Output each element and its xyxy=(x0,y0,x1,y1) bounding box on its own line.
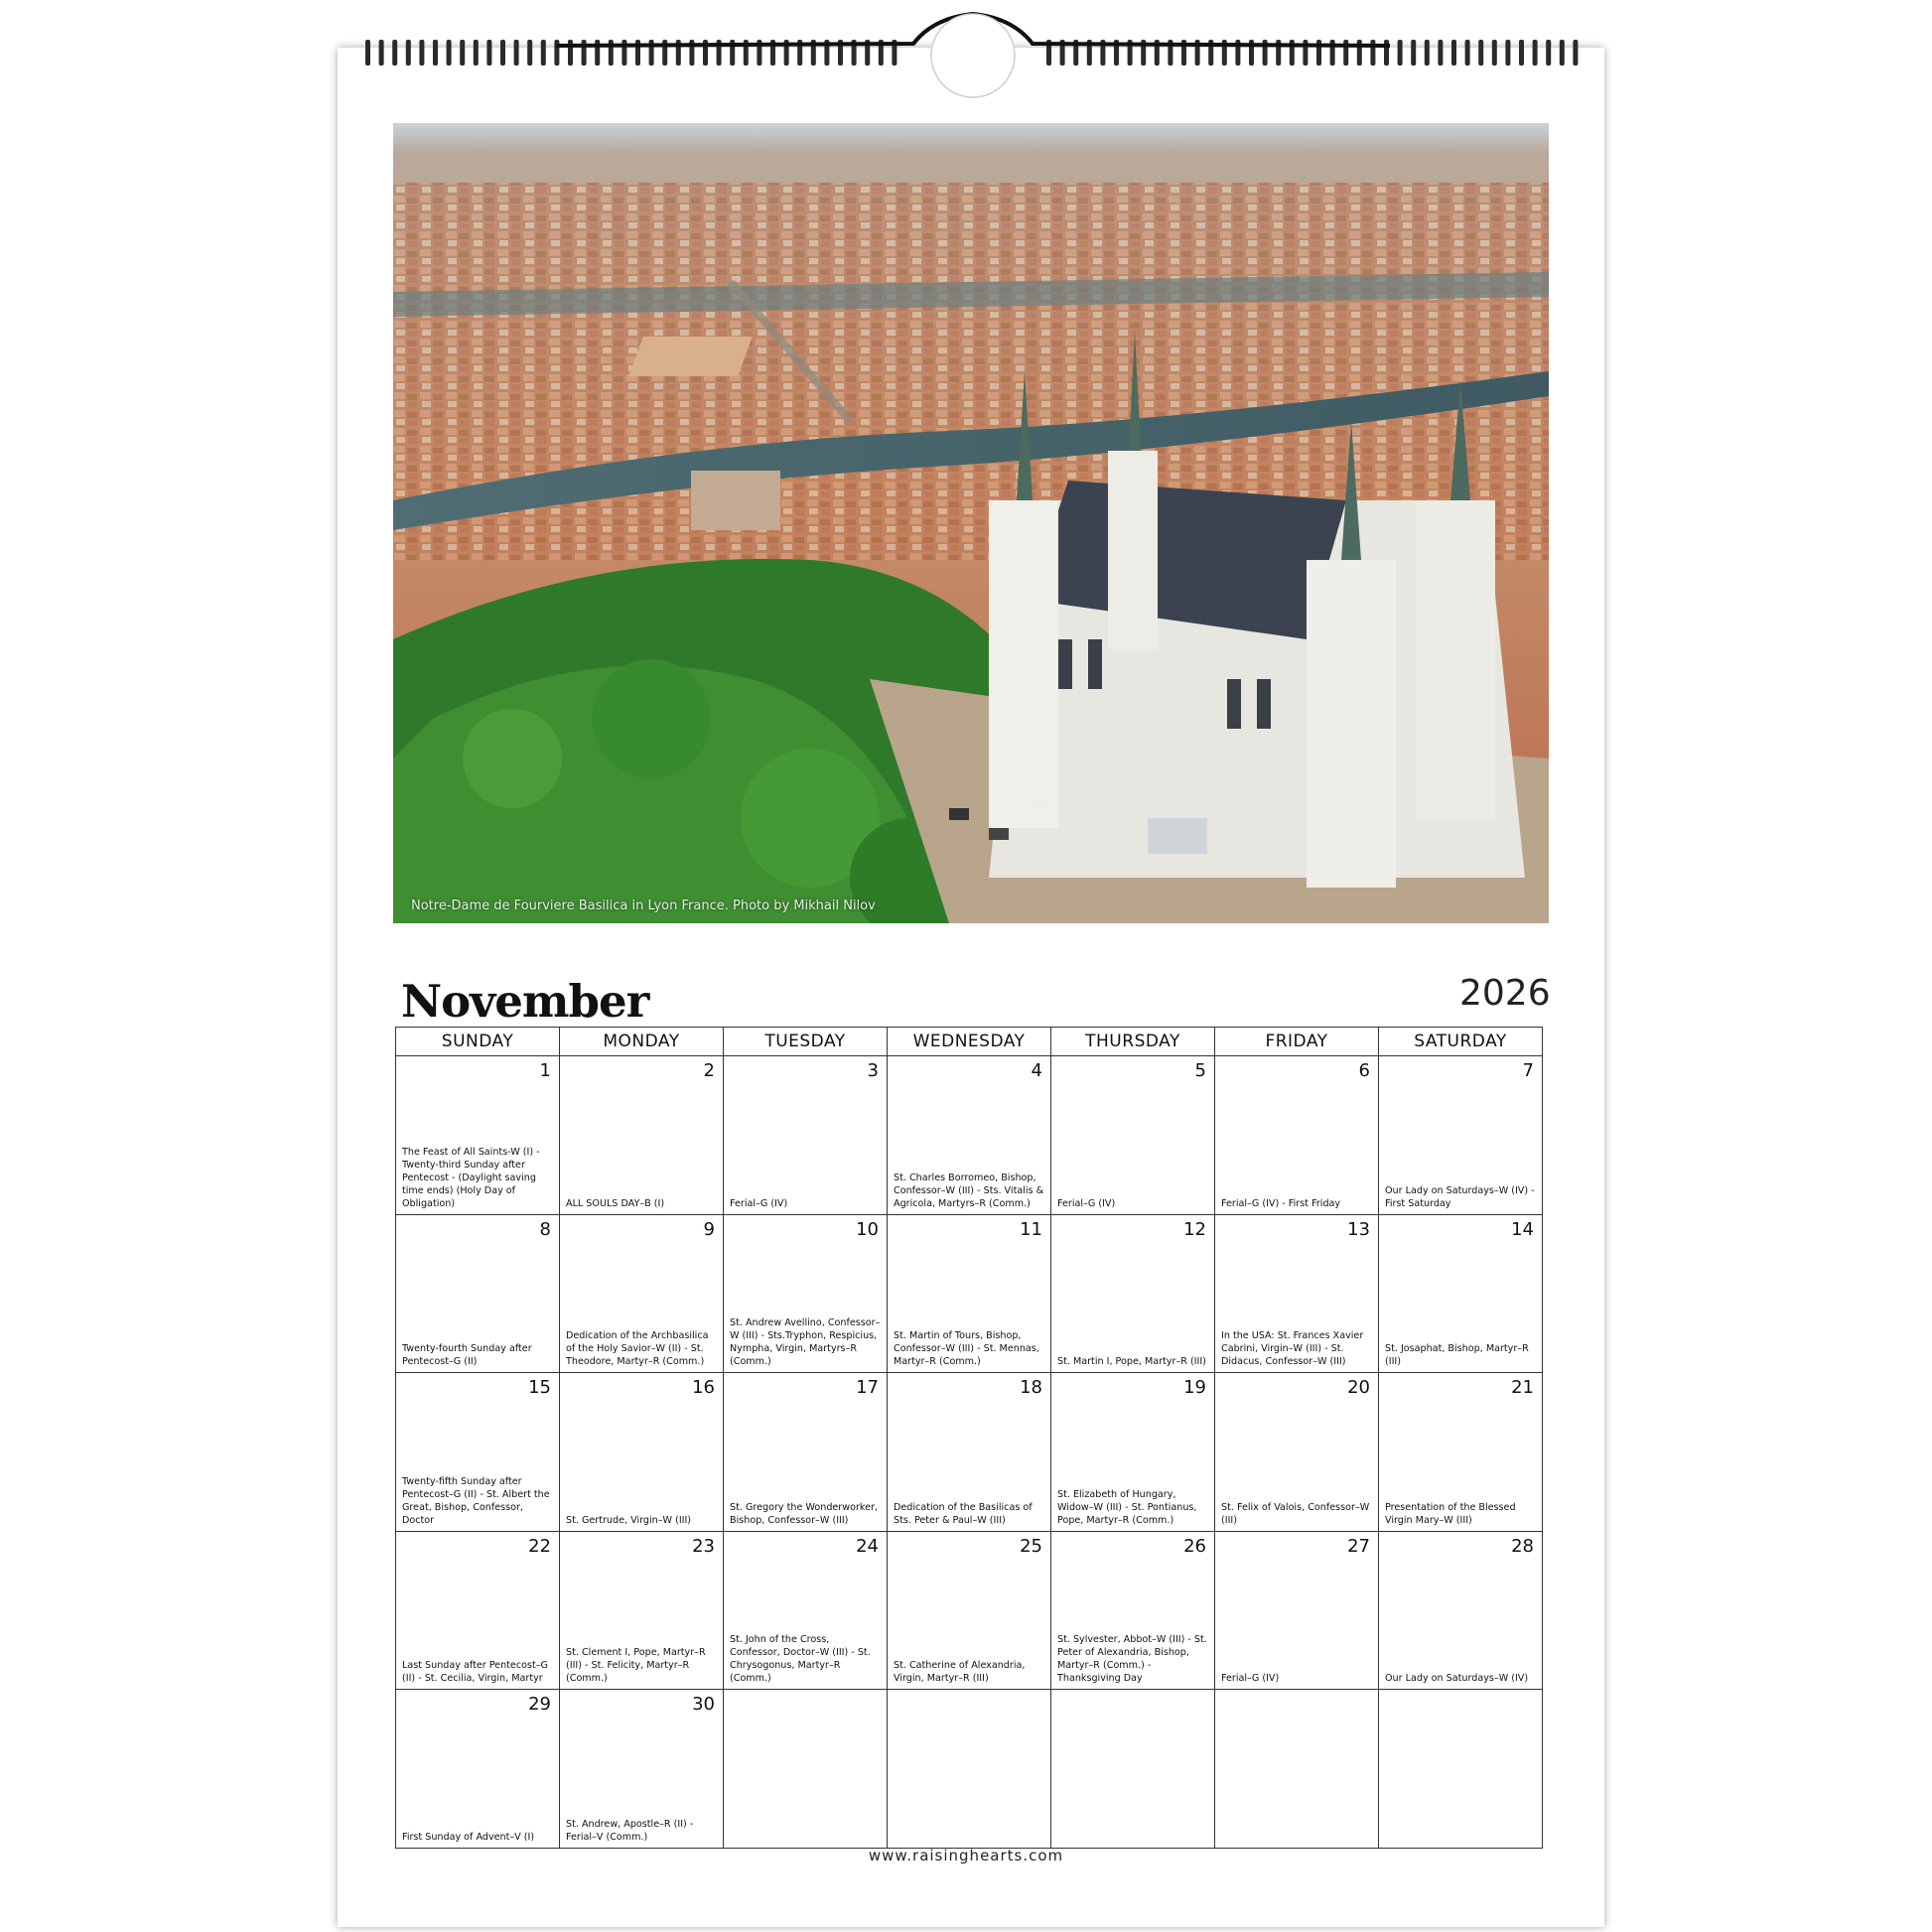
binding-coil xyxy=(568,40,573,66)
week-row xyxy=(396,1689,1542,1848)
weeks-container xyxy=(396,1056,1542,1848)
binding-coil xyxy=(365,40,370,66)
day-number: 16 xyxy=(692,1377,715,1398)
liturgical-note: Ferial–G (IV) xyxy=(1221,1673,1280,1684)
day-number: 21 xyxy=(1511,1377,1534,1398)
year-label: 2026 xyxy=(1459,973,1551,1014)
binding-coil xyxy=(392,40,397,66)
week-row xyxy=(396,1372,1542,1531)
empty-day-cell xyxy=(887,1690,1050,1848)
wire-binding xyxy=(0,0,1932,109)
day-number: 10 xyxy=(856,1218,879,1240)
day-cell xyxy=(887,1215,1050,1373)
liturgical-note: The Feast of All Saints-W (I) - Twenty-third Sunday after Pentecost - (Daylight saving time ends) (Holy Day of Obligation) xyxy=(402,1146,540,1209)
weekday-wednesday: WEDNESDAY xyxy=(887,1028,1050,1055)
liturgical-note: St. Andrew, Apostle–R (II) - Ferial–V (Comm.) xyxy=(566,1818,694,1843)
day-number: 30 xyxy=(692,1694,715,1715)
liturgical-note: St. Sylvester, Abbot–W (III) - St. Peter of Alexandria, Bishop, Martyr–R (Comm.) - Thanksgiving Day xyxy=(1057,1634,1207,1684)
day-cell xyxy=(1214,1532,1378,1690)
liturgical-note: St. John of the Cross, Confessor, Doctor–W (III) - St. Chrysogonus, Martyr–R (Comm.) xyxy=(730,1634,871,1684)
day-number: 5 xyxy=(1194,1060,1206,1081)
binding-coil xyxy=(447,40,452,66)
calendar-grid xyxy=(395,1027,1543,1849)
day-cell xyxy=(1050,1532,1214,1690)
binding-coil xyxy=(1438,40,1443,66)
day-cell xyxy=(559,1532,723,1690)
binding-coil xyxy=(474,40,479,66)
liturgical-note: St. Gregory the Wonderworker, Bishop, Confessor–W (III) xyxy=(730,1501,879,1526)
day-number: 7 xyxy=(1522,1060,1534,1081)
liturgical-note: Ferial–G (IV) xyxy=(1057,1197,1116,1209)
day-cell xyxy=(723,1056,887,1214)
basilica-aerial-photo xyxy=(393,123,1549,923)
weekday-sunday: SUNDAY xyxy=(441,1032,514,1051)
liturgical-note: Presentation of the Blessed Virgin Mary–W (III) xyxy=(1385,1501,1516,1526)
liturgical-note: St. Martin of Tours, Bishop, Confessor–W (III) - St. Mennas, Martyr–R (Comm.) xyxy=(894,1330,1039,1367)
day-number: 24 xyxy=(856,1535,879,1557)
day-cell xyxy=(559,1690,723,1848)
empty-day-cell xyxy=(723,1690,887,1848)
weekday-tuesday: TUESDAY xyxy=(723,1028,887,1055)
weekday-monday: MONDAY xyxy=(559,1028,723,1055)
footer-url: www.raisinghearts.com xyxy=(868,1847,1064,1864)
day-number: 17 xyxy=(856,1377,879,1398)
empty-day-cell xyxy=(1378,1690,1542,1848)
day-number: 11 xyxy=(1020,1218,1042,1240)
day-number: 18 xyxy=(1020,1377,1042,1398)
week-row xyxy=(396,1531,1542,1690)
weekday-friday: FRIDAY xyxy=(1214,1028,1378,1055)
day-cell xyxy=(559,1056,723,1214)
weekday-saturday: SATURDAY xyxy=(1378,1028,1542,1055)
day-cell xyxy=(1378,1056,1542,1214)
day-number: 2 xyxy=(703,1060,715,1081)
week-row xyxy=(396,1214,1542,1373)
day-number: 1 xyxy=(539,1060,551,1081)
hanger-hole xyxy=(931,14,1015,97)
month-title: November xyxy=(401,975,649,1028)
binding-coil xyxy=(1492,40,1497,66)
day-cell xyxy=(396,1690,559,1848)
day-cell xyxy=(1378,1373,1542,1531)
liturgical-note: Dedication of the Archbasilica of the Holy Savior–W (II) - St. Theodore, Martyr–R (Comm.) xyxy=(566,1330,709,1367)
liturgical-note: St. Catherine of Alexandria, Virgin, Martyr–R (III) xyxy=(894,1660,1026,1684)
liturgical-note: Dedication of the Basilicas of Sts. Peter & Paul–W (III) xyxy=(894,1501,1033,1526)
day-cell xyxy=(723,1373,887,1531)
binding-coil xyxy=(1478,40,1483,66)
day-number: 9 xyxy=(703,1218,715,1240)
binding-coil xyxy=(406,40,411,66)
day-cell xyxy=(1050,1373,1214,1531)
binding-coil xyxy=(1505,40,1510,66)
liturgical-note: St. Andrew Avellino, Confessor–W (III) - Sts.Tryphon, Respicius, Nympha, Virgin, Martyrs–R (Comm.) xyxy=(730,1317,881,1367)
liturgical-note: Last Sunday after Pentecost–G (II) - St. Cecilia, Virgin, Martyr xyxy=(402,1660,548,1684)
day-number: 20 xyxy=(1347,1377,1370,1398)
day-number: 19 xyxy=(1183,1377,1206,1398)
day-cell xyxy=(1214,1215,1378,1373)
day-cell xyxy=(723,1532,887,1690)
binding-coil xyxy=(527,40,532,66)
binding-coil xyxy=(419,40,424,66)
binding-coil xyxy=(1398,40,1403,66)
cover-photo xyxy=(393,123,1549,923)
liturgical-note: St. Charles Borromeo, Bishop, Confessor–W (III) - Sts. Vitalis & Agricola, Martyrs–R (Comm.) xyxy=(894,1172,1044,1209)
day-cell xyxy=(1214,1373,1378,1531)
day-number: 25 xyxy=(1020,1535,1042,1557)
binding-coil xyxy=(1573,40,1578,66)
liturgical-note: Our Lady on Saturdays–W (IV) xyxy=(1385,1673,1529,1684)
day-number: 23 xyxy=(692,1535,715,1557)
day-cell xyxy=(723,1215,887,1373)
day-cell xyxy=(887,1373,1050,1531)
binding-coil xyxy=(514,40,519,66)
empty-day-cell xyxy=(1214,1690,1378,1848)
binding-coil xyxy=(1384,40,1389,66)
day-cell xyxy=(396,1056,559,1214)
day-number: 29 xyxy=(528,1694,551,1715)
liturgical-note: St. Clement I, Pope, Martyr–R (III) - St. Felicity, Martyr–R (Comm.) xyxy=(566,1647,706,1684)
binding-coil xyxy=(1519,40,1524,66)
day-number: 22 xyxy=(528,1535,551,1557)
day-cell xyxy=(1214,1056,1378,1214)
day-number: 14 xyxy=(1511,1218,1534,1240)
liturgical-note: Our Lady on Saturdays–W (IV) - First Saturday xyxy=(1385,1184,1535,1209)
liturgical-note: Twenty-fifth Sunday after Pentecost–G (II) - St. Albert the Great, Bishop, Confessor, Doctor xyxy=(402,1475,550,1526)
liturgical-note: First Sunday of Advent–V (I) xyxy=(402,1831,535,1843)
day-number: 6 xyxy=(1358,1060,1370,1081)
liturgical-note: St. Martin I, Pope, Martyr–R (III) xyxy=(1057,1356,1206,1367)
binding-coil xyxy=(1560,40,1565,66)
day-cell xyxy=(1378,1215,1542,1373)
binding-coil xyxy=(541,40,546,66)
liturgical-note: St. Elizabeth of Hungary, Widow–W (III) - St. Pontianus, Pope, Martyr–R (Comm.) xyxy=(1057,1488,1197,1526)
liturgical-note: St. Felix of Valois, Confessor–W (III) xyxy=(1221,1501,1370,1526)
weekday-header-row xyxy=(396,1028,1542,1056)
binding-coil xyxy=(1533,40,1538,66)
day-number: 12 xyxy=(1183,1218,1206,1240)
day-number: 15 xyxy=(528,1377,551,1398)
liturgical-note: St. Gertrude, Virgin–W (III) xyxy=(566,1514,692,1526)
day-cell xyxy=(396,1215,559,1373)
day-number: 4 xyxy=(1031,1060,1042,1081)
liturgical-note: In the USA: St. Frances Xavier Cabrini, Virgin–W (III) - St. Didacus, Confessor–W (III) xyxy=(1221,1330,1364,1367)
binding-coil xyxy=(460,40,465,66)
day-cell xyxy=(887,1056,1050,1214)
day-number: 8 xyxy=(539,1218,551,1240)
day-cell xyxy=(1050,1056,1214,1214)
day-number: 3 xyxy=(867,1060,879,1081)
day-cell xyxy=(1378,1532,1542,1690)
photo-caption: Notre-Dame de Fourviere Basilica in Lyon France. Photo by Mikhail Nilov xyxy=(411,898,876,913)
week-row xyxy=(396,1056,1542,1214)
liturgical-note: Twenty-fourth Sunday after Pentecost–G (II) xyxy=(402,1343,532,1367)
binding-coil xyxy=(554,40,559,66)
day-cell xyxy=(559,1215,723,1373)
empty-day-cell xyxy=(1050,1690,1214,1848)
day-number: 13 xyxy=(1347,1218,1370,1240)
day-cell xyxy=(396,1532,559,1690)
day-number: 26 xyxy=(1183,1535,1206,1557)
liturgical-note: Ferial–G (IV) - First Friday xyxy=(1221,1197,1341,1209)
binding-coil xyxy=(486,40,491,66)
liturgical-note: ALL SOULS DAY–B (I) xyxy=(566,1197,665,1209)
day-cell xyxy=(1050,1215,1214,1373)
binding-coil xyxy=(433,40,438,66)
binding-coil xyxy=(1465,40,1470,66)
binding-coil xyxy=(500,40,505,66)
day-number: 28 xyxy=(1511,1535,1534,1557)
binding-coil xyxy=(1546,40,1551,66)
day-cell xyxy=(559,1373,723,1531)
binding-coil xyxy=(379,40,384,66)
day-cell xyxy=(396,1373,559,1531)
binding-coil xyxy=(1425,40,1430,66)
liturgical-note: Ferial–G (IV) xyxy=(730,1197,788,1209)
binding-coil xyxy=(1451,40,1456,66)
day-number: 27 xyxy=(1347,1535,1370,1557)
liturgical-note: St. Josaphat, Bishop, Martyr–R (III) xyxy=(1385,1343,1529,1367)
weekday-thursday: THURSDAY xyxy=(1050,1028,1214,1055)
binding-coil xyxy=(1411,40,1416,66)
day-cell xyxy=(887,1532,1050,1690)
